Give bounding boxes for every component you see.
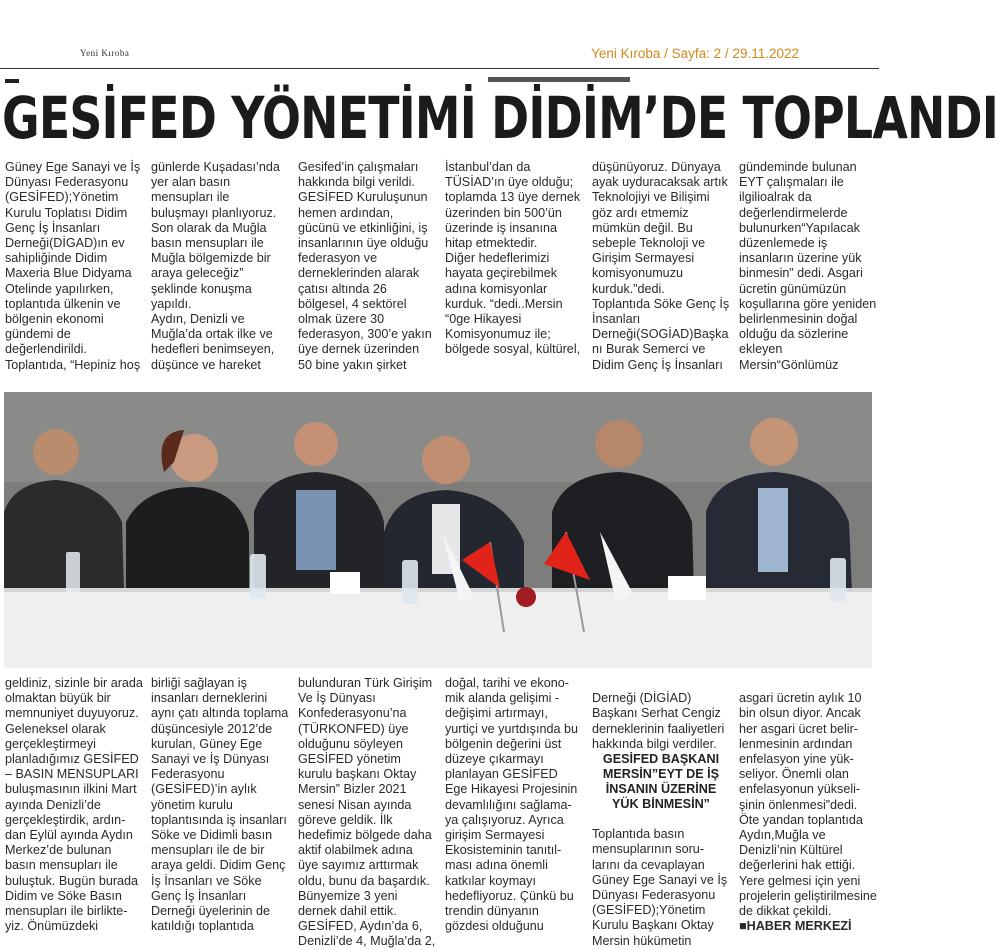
article-headline: GESİFED YÖNETİMİ DİDİM’DE TOPLANDI xyxy=(2,84,998,152)
column-5-continuation: Toplantıda basın mensuplarının soru-larını da cevaplayan Güney Ege Sanayi ve İş Dünyası Federasyonu (GESİFED);Yönetim Kurulu Başkanı Oktay Mersin hükümetin xyxy=(592,827,728,948)
column-5-intro: Derneği (DİGİAD) Başkanı Serhat Cengiz derneklerinin faaliyetleri hakkında bilgi verdiler. xyxy=(592,691,725,751)
article-column-top-4: İstanbul’dan da TÜSİAD’ın üye olduğu; toplamda 13 üye dernek üzerinden bin 500’ün üzerinde iş insanına hitap etmektedir. Diğer hedeflerimizi hayata geçirebilmek adına komisyonlar kurduk. “dedi..Mersin “0ge Hikayesi Komisyonumuz ile; bölgede sosyal, kültürel, xyxy=(445,160,581,357)
article-column-top-5: düşünüyoruz. Dünyaya ayak uyduracaksak artık Teknolojiyi ve Bilişimi göz ardı etmemiz mümkün değil. Bu sebeple Teknoloji ve Girişim Sermayesi komisyonumuzu kurduk.”dedi. Toplantıda Söke Genç İş İnsanları Derneği(SOGİAD)Başka nı Burak Semerci ve Didim Genç İş İnsanları xyxy=(592,160,730,372)
meeting-photo xyxy=(4,392,872,668)
article-column-bottom-6 xyxy=(739,676,877,944)
byline: ■HABER MERKEZİ xyxy=(739,919,852,934)
article-column-top-2: günlerde Kuşadası’nda yer alan basın mensupları ile buluşmayı planlıyoruz. Son olarak da Muğla basın mensupları ile Muğla bölgemizde bir araya geleceğiz” şeklinde konuşma yapıldı. Aydın, Denizli ve Muğla’da ortak ilke ve hedefleri benimseyen, düşünce ve hareket xyxy=(151,160,280,372)
article-column-bottom-1: geldiniz, sizinle bir arada olmaktan büyük bir memnuniyet duyuyoruz. Geleneksel olarak gerçekleştirmeyi planladığımız GESİFED – BASIN MENSUPLARI buluşmasının ilkini Mart ayında Denizli’de gerçekleştirdik, ardın-dan Eylül ayında Aydın Merkez’de bulunan basın mensupları ile buluştuk. Bugün burada Didim ve Söke Basın mensupları ile birlikte-yiz. Önümüzdeki xyxy=(5,676,143,934)
section-marker-bar xyxy=(488,77,630,82)
column-6-text: asgari ücretin aylık 10 bin olsun diyor. Ancak her asgari ücret belir-lenmesinin ardından enfelasyon yine yük-seliyor. Önemli olan enfelasyonun yükseli-şinin önlenmesi”dedi. Öte yandan toplantıda Aydın,Muğla ve Denizli’nin Kültürel değerlerini hak ettiği. Yere gelmesi için yeni projelerin geliştirilmesine de dikkat çekildi. xyxy=(739,691,877,919)
section-marker xyxy=(5,79,19,83)
article-column-bottom-2: birliği sağlayan iş insanları derneklerini aynı çatı altında toplama düşüncesiyle 2012’de kurulan, Güney Ege Sanayi ve İş Dünyası Federasyonu (GESİFED)’in aylık yönetim kurulu toplantısında iş insanları Söke ve Didimli basın mensupları ile de bir araya geldi. Didim Genç İş İnsanları ve Söke Genç İş İnsanları Derneği üyelerinin de katıldığı toplantıda xyxy=(151,676,289,934)
article-column-bottom-5 xyxy=(592,676,730,948)
article-column-top-1: Güney Ege Sanayi ve İş Dünyası Federasyonu (GESİFED);Yönetim Kurulu Toplatısı Didim Genç İş İnsanları Derneği(DİGAD)ın ev sahipliğinde Didim Maxeria Blue Didyama Otelinde yapılırken, toplantıda ülkenin ve bölgenin ekonomi gündemi de değerlendirildi. Toplantıda, “Hepiniz hoş xyxy=(5,160,141,372)
header-divider xyxy=(0,68,879,69)
article-column-top-3: Gesifed’in çalışmaları hakkında bilgi verildi. GESİFED Kuruluşunun hemen ardından, gücünü ve etkinliğini, iş insanlarının üye olduğu federasyon ve derneklerinden alarak çatısı altında 26 bölgesel, 4 sektörel olmak üzere 30 federasyon, 300’e yakın üye dernek üzerinden 50 bine yakın şirket xyxy=(298,160,432,372)
article-column-top-6: gündeminde bulunan EYT çalışmaları ile ilgilioalrak da değerlendirmelerde bulunurken“Yapılacak düzenlemede iş insanların üzerine yük binmesin” dedi. Asgari ücretin günümüzün koşullarına göre yeniden belirlenmesinin doğal olduğu da sözlerine ekleyen Mersin“Gönlümüz xyxy=(739,160,877,372)
meeting-photo-illustration xyxy=(4,392,872,668)
masthead-logo: Yeni Kıroba xyxy=(80,48,130,58)
article-subheading: GESİFED BAŞKANI MERSİN”EYT DE İŞ İNSANIN ÜZERİNE YÜK BİNMESİN” xyxy=(602,752,720,812)
article-column-bottom-4: doğal, tarihi ve ekono-mik alanda gelişimi - değişimi artırmayı, yurtiçi ve yurtdışında bu bölgenin değerini üst düzeye çıkarmayı planlayan GESİFED Ege Hikayesi Projesinin devamlılığını sağlama-ya çalışıyoruz. Ayrıca girişim Sermayesi Ekosisteminin tanıtıl-ması adına önemli katkılar koymayı hedefliyoruz. Çünkü bu trendin dünyanın gözdesi olduğunu xyxy=(445,676,578,934)
page-info: Yeni Kıroba / Sayfa: 2 / 29.11.2022 xyxy=(591,46,799,61)
article-column-bottom-3: bulunduran Türk Girişim Ve İş Dünyası Konfederasyonu’na (TÜRKONFED) üye olduğunu söyleyen GESİFED yönetim kurulu başkanı Oktay Mersin” Bizler 2021 senesi Nisan ayında göreve geldik. İlk hedefimiz bölgede daha aktif olabilmek adına üye sayımız arttırmak oldu, bunu da başardık. Bünyemize 3 yeni dernek dahil ettik. GESİFED, Aydın’da 6, Denizli’de 4, Muğla’da 2, xyxy=(298,676,436,949)
